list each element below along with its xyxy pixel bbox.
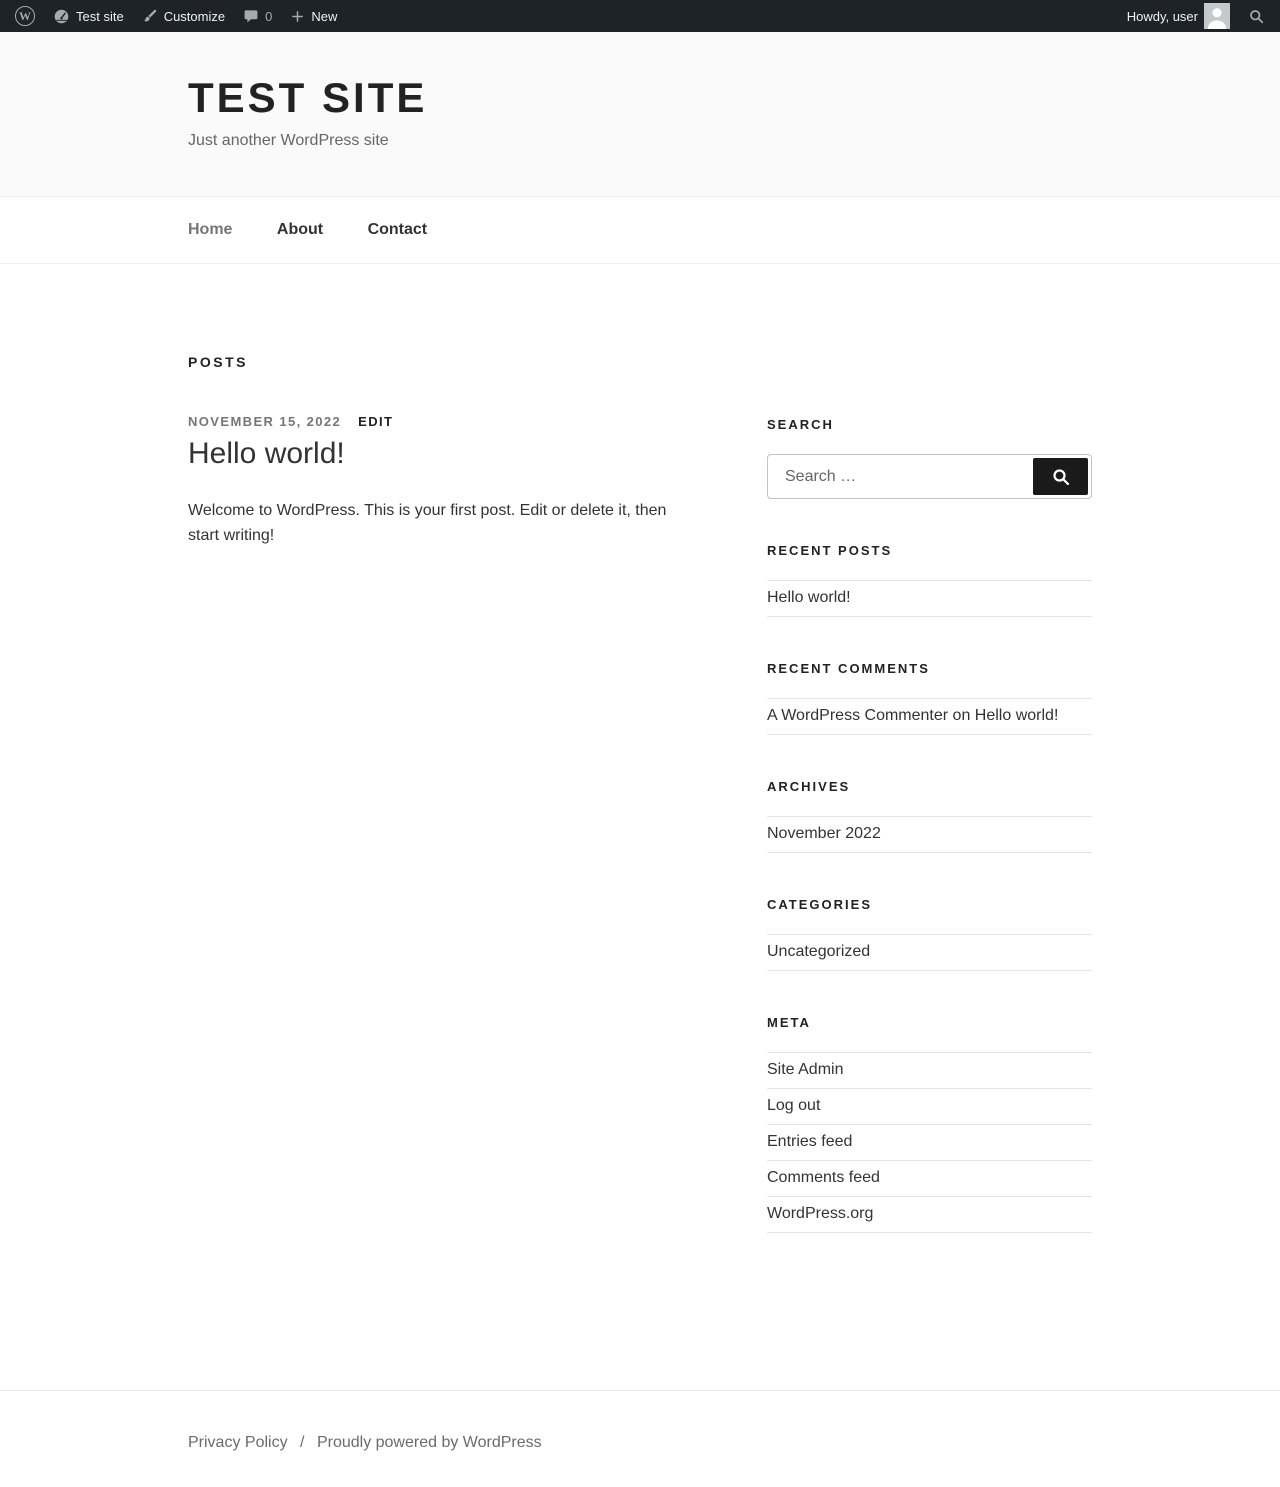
category-link[interactable]: Uncategorized	[767, 943, 871, 960]
meta-list	[767, 1052, 1092, 1233]
site-header	[0, 32, 1280, 197]
site-title-link[interactable]: TEST SITE	[188, 74, 428, 121]
admin-bar-new-label: New	[311, 8, 338, 24]
meta-comments-feed-link[interactable]: Comments feed	[767, 1169, 880, 1186]
entry-meta	[188, 414, 713, 429]
categories-widget	[767, 897, 1092, 971]
comments-bubble-icon	[243, 8, 259, 24]
list-item	[767, 1053, 1092, 1089]
admin-bar-comment-count: 0	[265, 8, 273, 24]
list-item	[767, 817, 1092, 853]
archive-link[interactable]: November 2022	[767, 825, 881, 842]
site-content	[188, 264, 1092, 1390]
recent-comments-list	[767, 698, 1092, 735]
categories-title: CATEGORIES	[767, 897, 872, 912]
admin-bar-my-account[interactable]	[1118, 0, 1239, 32]
search-icon	[1051, 467, 1071, 487]
post-date-link[interactable]: NOVEMBER 15, 2022	[188, 414, 342, 429]
recent-comments-title: RECENT COMMENTS	[767, 661, 930, 676]
sidebar	[767, 354, 1092, 1277]
site-footer	[0, 1390, 1280, 1487]
recent-posts-widget	[767, 543, 1092, 617]
admin-bar	[0, 0, 1280, 32]
recent-comments-widget	[767, 661, 1092, 735]
admin-bar-comments[interactable]	[234, 0, 281, 32]
archives-widget	[767, 779, 1092, 853]
nav-item-contact[interactable]: Contact	[367, 221, 428, 238]
wordpress-logo-icon: W	[15, 6, 35, 26]
admin-bar-customize[interactable]	[133, 0, 234, 32]
site-tagline: Just another WordPress site	[188, 132, 389, 149]
meta-widget	[767, 1015, 1092, 1233]
list-item	[767, 935, 1092, 971]
nav-item-home[interactable]: Home	[188, 221, 233, 238]
list-item	[767, 1161, 1092, 1197]
paintbrush-icon	[142, 8, 158, 24]
list-item	[767, 581, 1092, 617]
meta-title: META	[767, 1015, 811, 1030]
main-navigation	[0, 197, 1280, 264]
recent-posts-title: RECENT POSTS	[767, 543, 893, 558]
comment-author-link[interactable]: A WordPress Commenter	[767, 707, 949, 724]
admin-bar-site-name[interactable]	[44, 0, 133, 32]
post-title-link[interactable]: Hello world!	[188, 437, 345, 470]
archives-list	[767, 816, 1092, 853]
entry-header	[188, 414, 713, 471]
categories-list	[767, 934, 1092, 971]
admin-bar-search[interactable]	[1239, 0, 1274, 32]
admin-bar-customize-label: Customize	[163, 8, 226, 24]
list-item	[767, 699, 1092, 735]
meta-site-admin-link[interactable]: Site Admin	[767, 1061, 844, 1078]
recent-posts-list	[767, 580, 1092, 617]
search-widget	[767, 417, 1092, 499]
wp-logo-menu[interactable]	[6, 0, 44, 32]
admin-bar-new[interactable]	[281, 0, 346, 32]
list-item	[767, 1089, 1092, 1125]
howdy-text: Howdy, user	[1126, 8, 1198, 24]
meta-log-out-link[interactable]: Log out	[767, 1097, 821, 1114]
dashboard-icon	[53, 8, 70, 25]
recent-post-link[interactable]: Hello world!	[767, 589, 851, 606]
search-icon	[1248, 8, 1265, 25]
meta-wordpress-org-link[interactable]: WordPress.org	[767, 1205, 874, 1222]
list-item	[767, 1125, 1092, 1161]
archives-title: ARCHIVES	[767, 779, 851, 794]
plus-icon	[290, 9, 305, 24]
admin-bar-site-name-label: Test site	[76, 8, 124, 24]
post-edit-link[interactable]: EDIT	[358, 414, 394, 429]
comment-post-link[interactable]: Hello world!	[974, 707, 1059, 724]
comment-connector: on	[952, 707, 971, 724]
post-body: Welcome to WordPress. This is your first post. Edit or delete it, then start writing!	[188, 502, 667, 544]
footer-separator: /	[300, 1434, 305, 1451]
page-title: POSTS	[188, 354, 248, 370]
avatar	[1204, 3, 1230, 29]
search-form	[767, 454, 1092, 499]
post-article	[188, 414, 713, 549]
nav-item-about[interactable]: About	[276, 221, 324, 238]
powered-by-link[interactable]: Proudly powered by WordPress	[316, 1434, 542, 1451]
search-widget-title: SEARCH	[767, 417, 834, 432]
post-title	[188, 437, 713, 471]
list-item	[767, 1197, 1092, 1233]
search-submit-button[interactable]	[1033, 458, 1088, 495]
privacy-policy-link[interactable]: Privacy Policy	[188, 1434, 288, 1451]
meta-entries-feed-link[interactable]: Entries feed	[767, 1133, 853, 1150]
primary-column	[188, 354, 713, 1277]
